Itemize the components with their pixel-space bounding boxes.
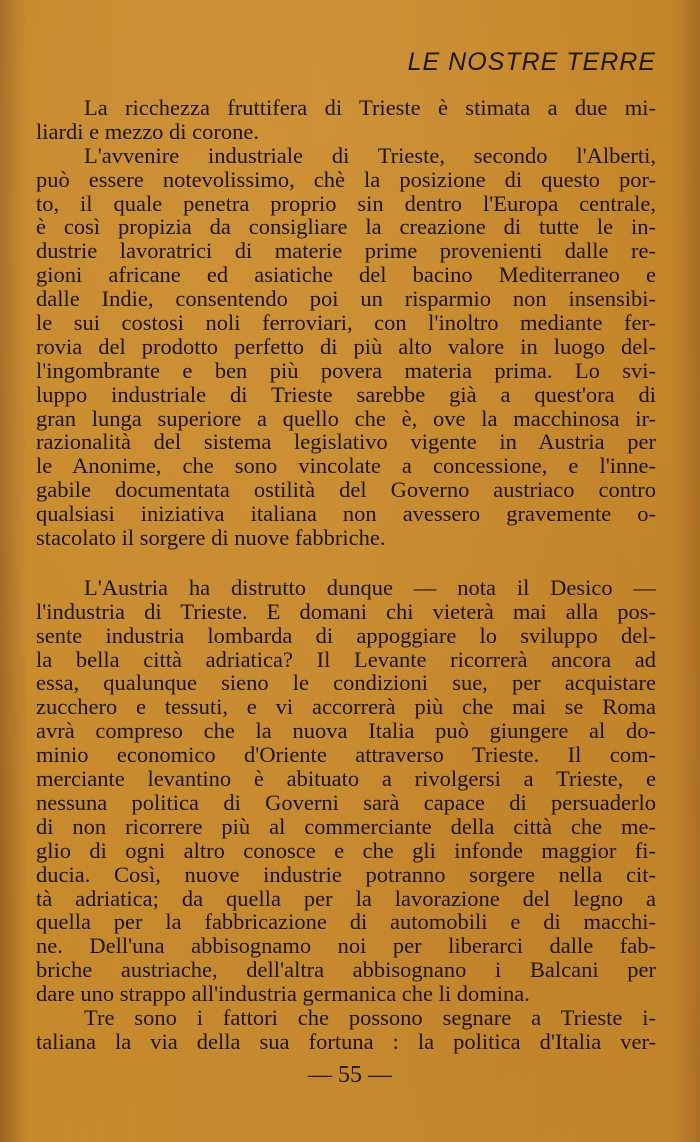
text-line: quella per la fabbricazione di automobili e di macchi-: [36, 909, 656, 935]
text-line: taliana la via della sua fortuna : la politica d'Italia ver-: [36, 1028, 656, 1054]
text-line: dare uno strappo all'industria germanica che li domina.: [36, 981, 530, 1007]
page-number: — 55 —: [308, 1062, 392, 1088]
text-line: gabile documentata ostilità del Governo austriaco contro: [36, 477, 656, 503]
text-line: nessuna politica di Governi sarà capace di persuaderlo: [36, 789, 656, 815]
text-line: gran lunga superiore a quello che è, ove la macchinosa ir-: [36, 405, 656, 431]
body-text: [36, 96, 656, 1054]
text-line: to, il quale penetra proprio sin dentro l'Europa centrale,: [36, 190, 656, 216]
text-line: qualsiasi iniziativa italiana non avessero gravemente o-: [36, 501, 656, 527]
text-line: L'avvenire industriale di Trieste, secondo l'Alberti,: [84, 142, 656, 168]
text-line: zucchero e tessuti, e vi accorrerà più che mai se Roma: [36, 694, 656, 720]
running-header: LE NOSTRE TERRE: [407, 48, 656, 76]
text-line: sente industria lombarda di appoggiare lo sviluppo del-: [36, 622, 656, 648]
text-line: ne. Dell'una abbisognamo noi per liberarci dalle fab-: [36, 933, 656, 959]
paragraph: [36, 576, 656, 1006]
text-line: ducia. Così, nuove industrie potranno sorgere nella cit-: [36, 861, 656, 887]
text-line: stacolato il sorgere di nuove fabbriche.: [36, 525, 386, 551]
text-line: gioni africane ed asiatiche del bacino Mediterraneo e: [36, 262, 656, 288]
paragraph: [36, 1006, 656, 1054]
text-line: di non ricorrere più al commerciante della città che me-: [36, 813, 656, 839]
paragraph-gap: [36, 550, 656, 576]
text-line: le Anonime, che sono vincolate a concessione, e l'inne-: [36, 453, 656, 479]
text-line: l'ingombrante e ben più povera materia prima. Lo svi-: [36, 357, 656, 383]
text-line: dalle Indie, consentendo poi un risparmio non insensibi-: [36, 286, 656, 312]
text-line: l'industria di Trieste. E domani chi vieterà mai alla pos-: [36, 598, 656, 624]
text-line: la bella città adriatica? Il Levante ricorrerà ancora ad: [36, 646, 656, 672]
paragraph: [36, 144, 656, 550]
text-line: briche austriache, dell'altra abbisognano i Balcani per: [36, 957, 656, 983]
text-line: luppo industriale di Trieste sarebbe già a quest'ora di: [36, 381, 656, 407]
text-line: rovia del prodotto perfetto di più alto valore in luogo del-: [36, 333, 656, 359]
text-line: razionalità del sistema legislativo vigente in Austria per: [36, 429, 656, 455]
text-line: essa, qualunque sieno le condizioni sue, per acquistare: [36, 670, 656, 696]
text-line: Tre sono i fattori che possono segnare a Trieste i-: [84, 1004, 656, 1030]
text-line: può essere notevolissimo, chè la posizione di questo por-: [36, 166, 656, 192]
paragraph: [36, 96, 656, 144]
text-line: L'Austria ha distrutto dunque — nota il Desico —: [84, 574, 656, 600]
text-line: è così propizia da consigliare la creazione di tutte le in-: [36, 214, 656, 240]
text-line: le sui costosi noli ferroviari, con l'inoltro mediante fer-: [36, 310, 656, 336]
text-line: tà adriatica; da quella per la lavorazione del legno a: [36, 885, 656, 911]
text-line: La ricchezza fruttifera di Trieste è stimata a due mi-: [84, 95, 656, 120]
text-line: glio di ogni altro conosce e che gli infonde maggior fi-: [36, 837, 656, 863]
text-line: liardi e mezzo di corone.: [36, 118, 260, 144]
text-line: merciante levantino è abituato a rivolgersi a Trieste, e: [36, 766, 656, 792]
text-line: dustrie lavoratrici di materie prime provenienti dalle re-: [36, 238, 656, 264]
text-line: avrà compreso che la nuova Italia può giungere al do-: [36, 718, 656, 744]
text-line: minio economico d'Oriente attraverso Trieste. Il com-: [36, 742, 656, 768]
